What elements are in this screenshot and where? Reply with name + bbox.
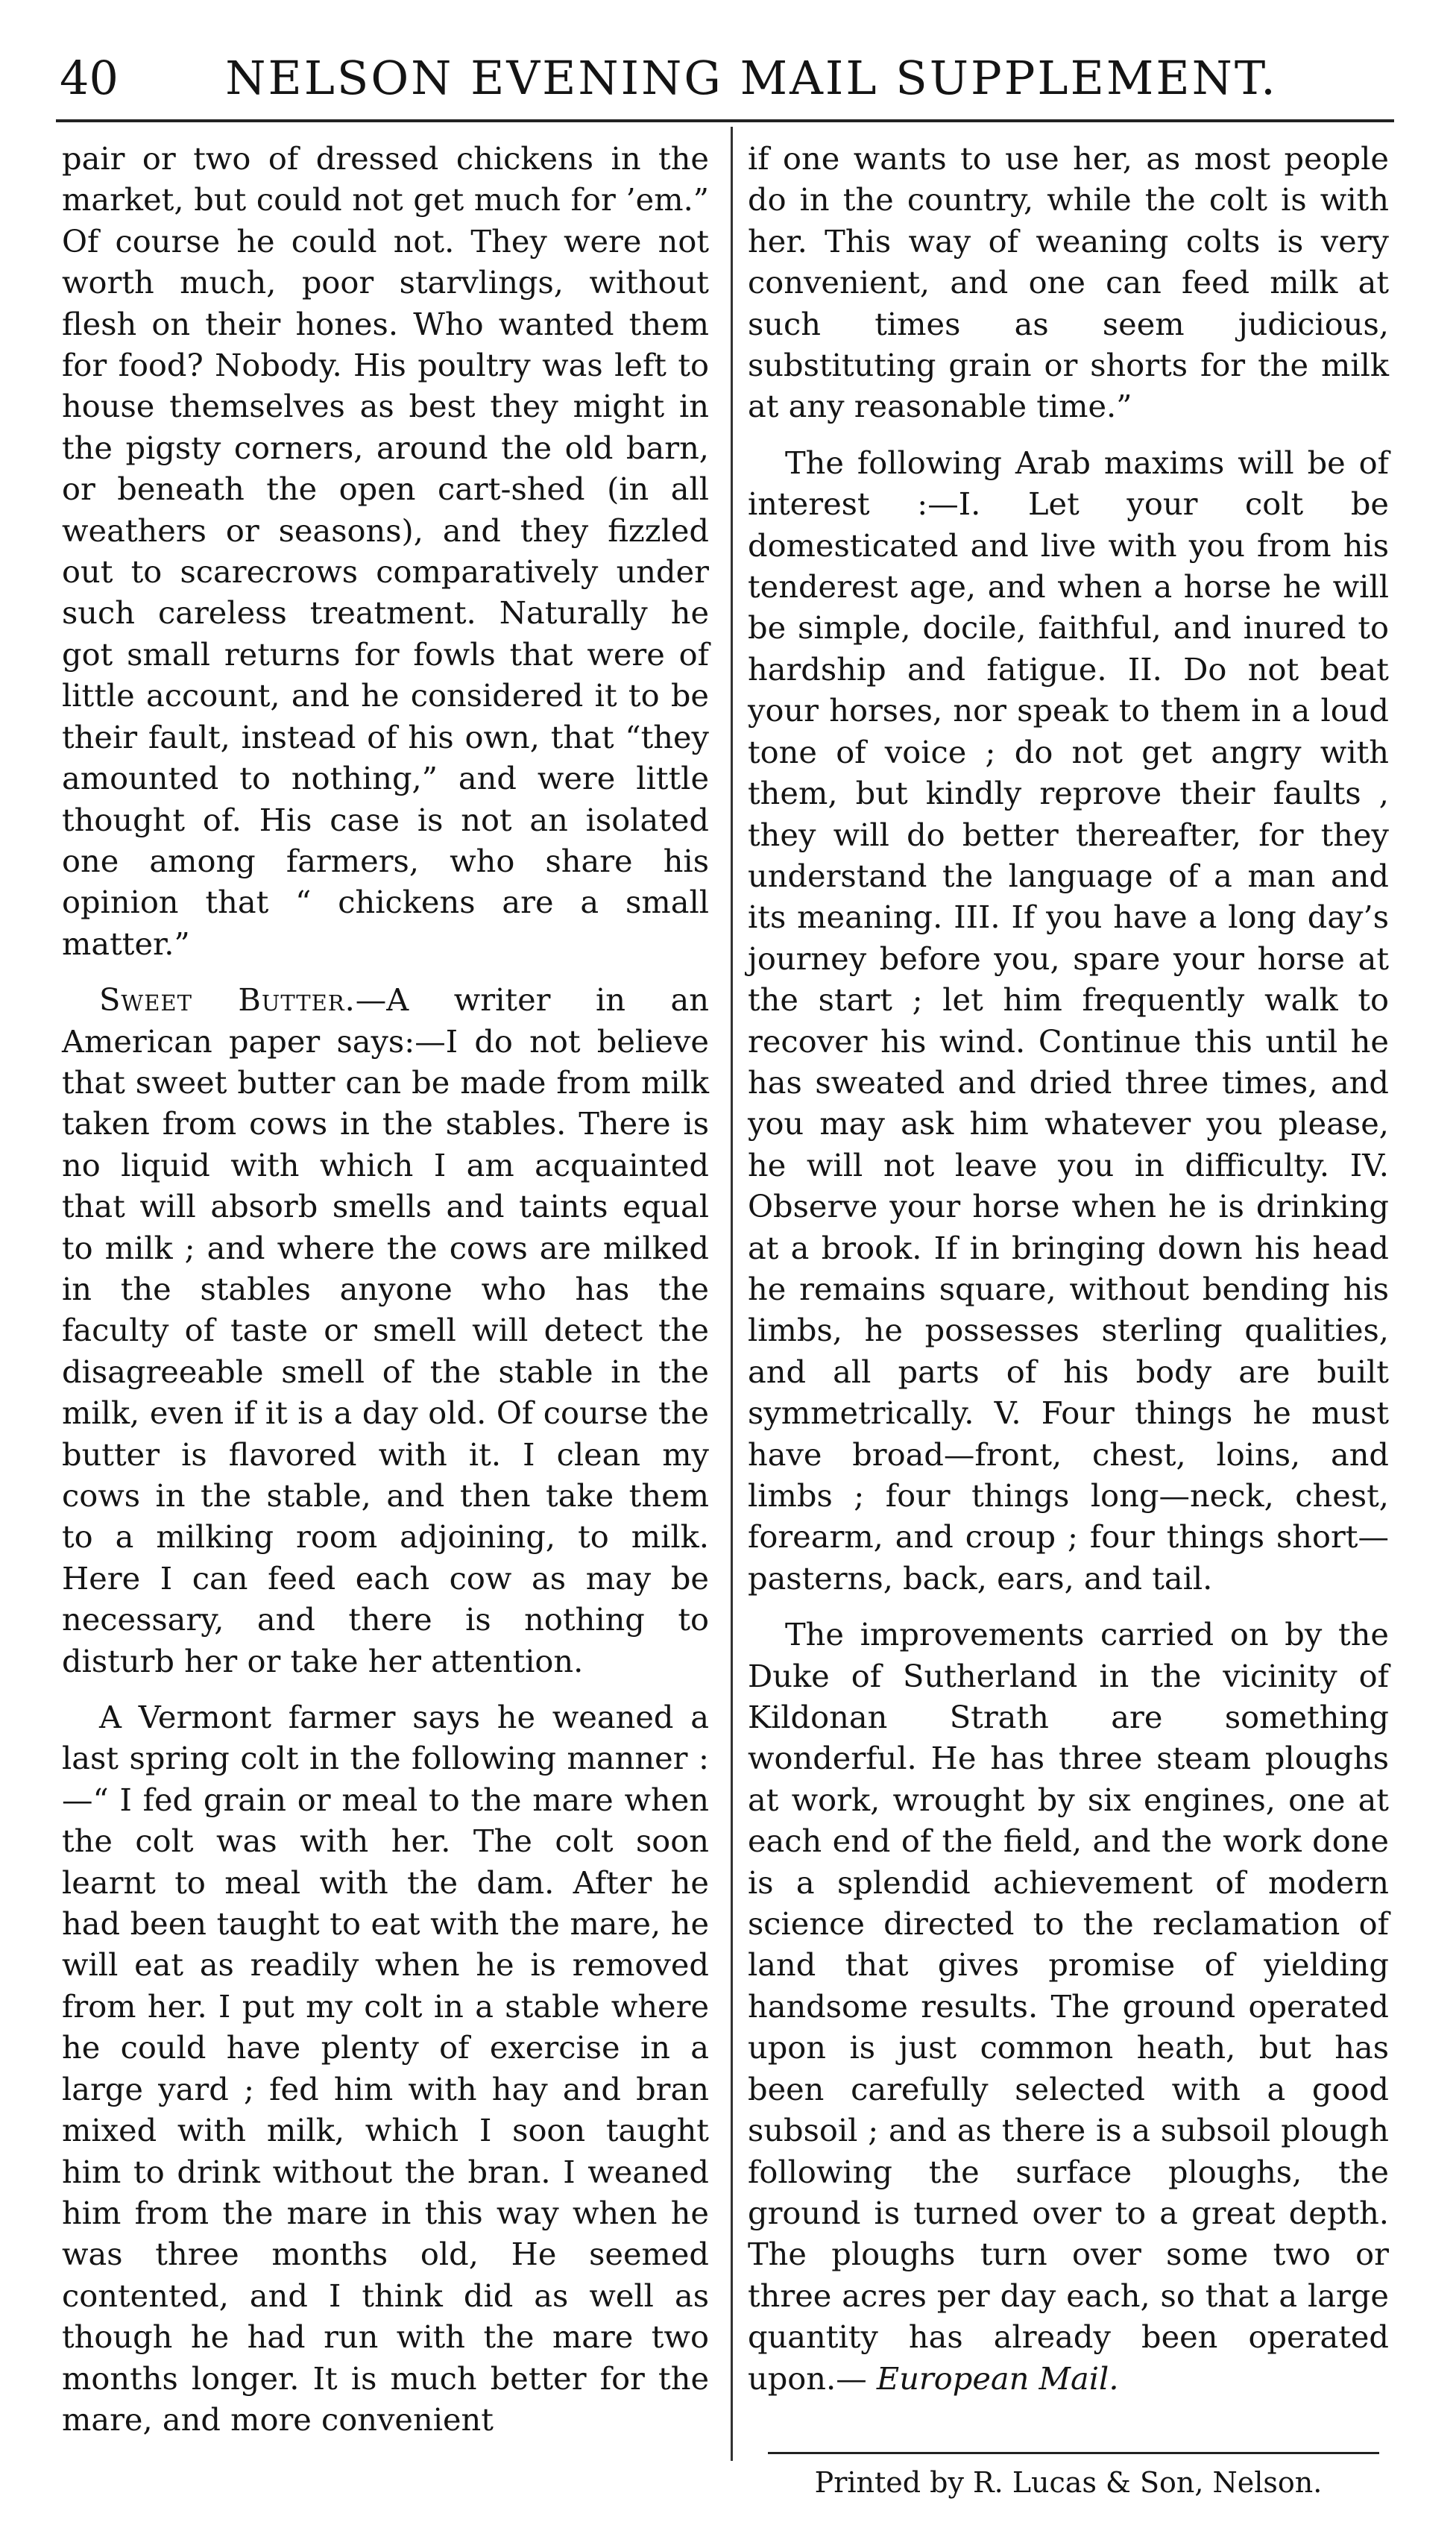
- article-vermont-farmer-continued: if one wants to use her, as most people do in the country, while the colt is with her. This way of weaning colts is very convenient, and one can feed milk at such times as seem judicious, substituting grain or shorts for the milk at any reasonable time.”: [748, 140, 1389, 425]
- article-sweet-butter: [62, 979, 709, 1682]
- article-poultry-continued: pair or two of dressed chickens in the market, but could not get much for ’em.” Of course he could not. They were not worth much, poor starvlings, without flesh on their hones. Who wanted them for food? Nobody. His poultry was left to house themselves as best they might in the pigsty corners, around the old barn, or beneath the open cart-shed (in all weathers or seasons), and they fizzled out to scarecrows comparatively under such careless treatment. Naturally he got small returns for fowls that were of little account, and he considered it to be their fault, instead of his own, that “they amounted to nothing,” and were little thought of. His case is not an isolated one among farmers, who share his opinion that “ chickens are a small matter.”: [62, 140, 709, 962]
- header-rule: [56, 119, 1394, 122]
- article-vermont-farmer: A Vermont farmer says he weaned a last spring colt in the following manner :—“ I fed grain or meal to the mare when the colt was with her. The colt soon learnt to meal with the dam. After he had been taught to eat with the mare, he will eat as readily when he is removed from her. I put my colt in a stable where he could have plenty of exercise in a large yard ; fed him with hay and bran mixed with milk, which I soon taught him to drink without the bran. I weaned him from the mare in this way when he was three months old, He seemed contented, and I think did as well as though he had run with the mare two months longer. It is much better for the mare, and more convenient: [62, 1699, 709, 2438]
- column-divider: [731, 127, 733, 2461]
- article-sutherland-body: The improvements carried on by the Duke of Sutherland in the vicinity of Kildonan Strath are something wonderful. He has three steam ploughs at work, wrought by six engines, one at each end of the field, and the work done is a splendid achievement of modern science directed to the reclamation of land that gives promise of yielding handsome results. The ground operated upon is just common heath, but has been carefully selected with a good subsoil ; and as there is a subsoil plough following the surface ploughs, the ground is turned over to a great depth. The ploughs turn over some two or three acres per day each, so that a large quantity has already been operated upon.—: [748, 1616, 1389, 2397]
- running-title: NELSON EVENING MAIL SUPPLEMENT.: [225, 51, 1278, 105]
- footer-rule: [768, 2452, 1379, 2454]
- page-header: [43, 43, 1400, 112]
- printer-imprint: Printed by R. Lucas & Son, Nelson.: [814, 2466, 1323, 2499]
- right-column: [748, 138, 1389, 2399]
- article-duke-of-sutherland: [748, 1614, 1389, 2399]
- article-arab-maxims: The following Arab maxims will be of interest :—I. Let your colt be domesticated and live with you from his tenderest age, and when a horse he will be simple, docile, faithful, and inured to hardship and fatigue. II. Do not beat your horses, nor speak to them in a loud tone of voice ; do not get angry with them, but kindly reprove their faults , they will do better thereafter, for they understand the language of a man and its meaning. III. If you have a long day’s journey before you, spare your horse at the start ; let him frequently walk to recover his wind. Continue this until he has sweated and dried three times, and you may ask him whatever you please, he will not leave you in difficulty. IV. Observe your horse when he is drinking at a brook. If in bringing down his head he remains square, without bending his limbs, he possesses sterling qualities, and all parts of his body are built symmetrically. V. Four things he must have broad—front, chest, loins, and limbs ; four things long—neck, chest, forearm, and croup ; four things short—pasterns, back, ears, and tail.: [748, 444, 1389, 1597]
- article-heading-sweet-butter: Sweet Butter.: [99, 981, 356, 1019]
- article-source: European Mail.: [876, 2359, 1119, 2397]
- page-number: 40: [60, 51, 119, 105]
- left-column: [62, 138, 709, 2440]
- article-sweet-butter-body: —A writer in an American paper says:—I do not believe that sweet butter can be made from milk taken from cows in the stables. There is no liquid with which I am acquainted that will absorb smells and taints equal to milk ; and where the cows are milked in the stables anyone who has the faculty of taste or smell will detect the disagreeable smell of the stable in the milk, even if it is a day old. Of course the butter is flavored with it. I clean my cows in the stable, and then take them to a milking room adjoining, to milk. Here I can feed each cow as may be necessary, and there is nothing to disturb her or take her attention.: [62, 981, 709, 1679]
